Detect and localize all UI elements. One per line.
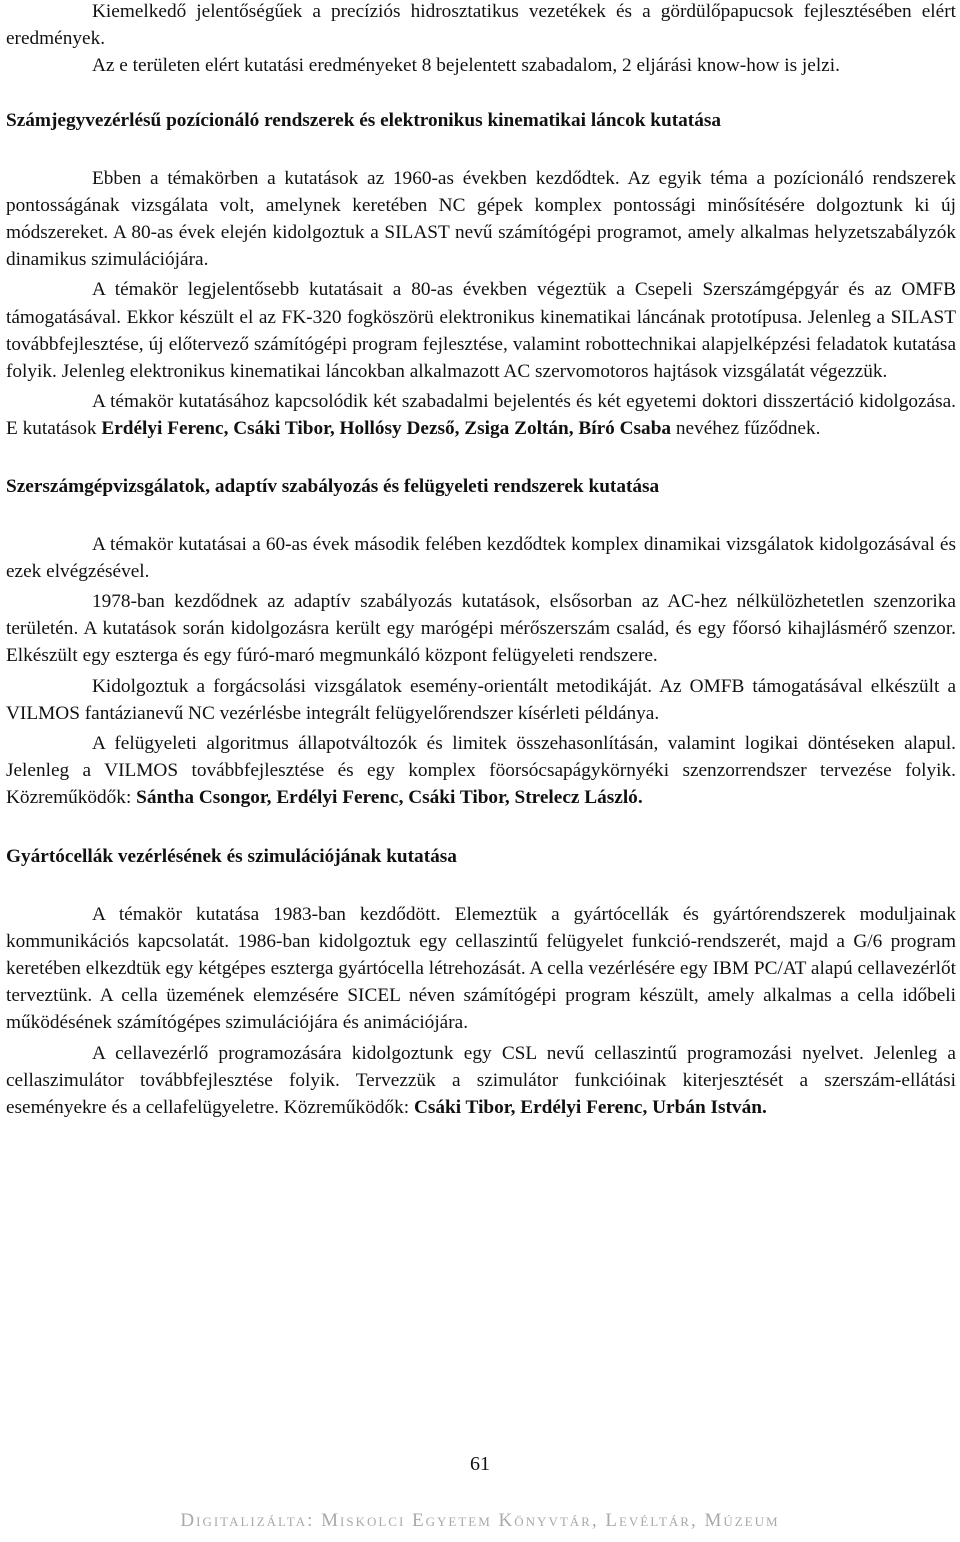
paragraph <box>6 276 956 385</box>
section-heading: Szerszámgépvizsgálatok, adaptív szabályozás és felügyeleti rendszerek kutatása <box>6 475 660 497</box>
page-number: 61 <box>470 1453 490 1475</box>
paragraph <box>6 0 956 52</box>
paragraph-text: A felügyeleti algoritmus állapotváltozók és limitek összehasonlításán, valamint logikai döntéseken alapul. Jelenleg a VILMOS továbbfejlesztése és egy komplex föorsócsapágykörnyéki szenzorrendszer tervezése folyik. Közreműködők: <box>6 733 956 809</box>
paragraph-text: A témakör kutatásához kapcsolódik két szabadalmi bejelentés és két egyetemi doktori disszertáció kidolgozása. E kutatások <box>6 391 956 440</box>
section-heading: Számjegyvezérlésű pozícionáló rendszerek és elektronikus kinematikai láncok kutatása <box>6 109 721 131</box>
paragraph <box>6 388 956 442</box>
paragraph-text: Kiemelkedő jelentőségűek a precíziós hidrosztatikus vezetékek és a gördülőpapucsok fejlesztésében elért eredmények. <box>6 1 956 50</box>
paragraph <box>6 901 956 1037</box>
author-names: Erdélyi Ferenc, Csáki Tibor, Hollósy Dezső, Zsiga Zoltán, Bíró Csaba <box>101 418 672 440</box>
paragraph <box>6 1040 956 1122</box>
paragraph <box>6 673 956 727</box>
paragraph-text: A témakör kutatásai a 60-as évek második felében kezdődtek komplex dinamikai vizsgálatok kidolgozásával és ezek elvégzésével. <box>6 533 956 582</box>
paragraph-text: Az e területen elért kutatási eredményeket 8 bejelentett szabadalom, 2 eljárási know-how is jelzi. <box>92 55 840 77</box>
paragraph <box>6 730 956 812</box>
paragraph <box>6 165 956 274</box>
paragraph-text: Kidolgoztuk a forgácsolási vizsgálatok esemény-orientált metodikáját. Az OMFB támogatásával elkészült a VILMOS fantázianevű NC vezérlésbe integrált felügyelőrendszer kísérleti példánya. <box>6 675 956 724</box>
paragraph <box>6 52 956 79</box>
section-heading: Gyártócellák vezérlésének és szimulációjának kutatása <box>6 845 457 867</box>
paragraph <box>6 588 956 670</box>
paragraph-text: Ebben a témakörben a kutatások az 1960-as években kezdődtek. Az egyik téma a pozícionáló rendszerek pontosságának vizsgálata volt, amelynek keretében NC gépek komplex pontossági minősítésére dolgoztunk ki új módszereket. A 80-as évek elején kidolgoztuk a SILAST nevű számítógépi programot, amely alkalmas helyzetszabályzók dinamikus szimulációjára. <box>6 167 956 271</box>
paragraph-text: A témakör kutatása 1983-ban kezdődött. Elemeztük a gyártócellák és gyártórendszerek moduljainak kommunikációs kapcsolatát. 1986-ban kidolgoztuk egy cellaszintű felügyelet funkció-rendszerét, majd a G/6 program keretében elkezdtük egy kétgépes eszterga gyártócella létrehozását. A cella vezérlésére egy IBM PC/AT alapú cellavezérlőt terveztünk. A cella üzemének elemzésére SICEL néven számítógépi program készült, amely alkalmas a cella időbeli működésének számítógépes szimulációjára és animációjára. <box>6 903 956 1034</box>
paragraph <box>6 531 956 585</box>
paragraph-text: A témakör legjelentősebb kutatásait a 80-as években végeztük a Csepeli Szerszámgépgyár és az OMFB támogatásával. Ekkor készült el az FK-320 fogköszörü elektronikus kinematikai láncának prototípusa. Jelenleg a SILAST továbbfejlesztése, új előtervező számítógépi program fejlesztése, valamint robottechnikai alapjelképzési feladatok kutatása folyik. Jelenleg elektronikus kinematikai láncokban alkalmazott AC szervomotoros hajtások vizsgálatát végezzük. <box>6 279 956 383</box>
paragraph-text: nevéhez fűződnek. <box>671 418 821 440</box>
paragraph-text: A cellavezérlő programozására kidolgoztunk egy CSL nevű cellaszintű programozási nyelvet. Jelenleg a cellaszimulátor továbbfejlesztése folyik. Tervezzük a szimulátor funkcióinak kiterjesztését a szerszám-ellátási eseményekre és a cellafelügyeletre. Közreműködők: <box>6 1042 956 1119</box>
digitization-footer: Digitalizálta: Miskolci Egyetem Könyvtár, Levéltár, Múzeum <box>180 1510 780 1531</box>
author-names: Csáki Tibor, Erdélyi Ferenc, Urbán István. <box>413 1097 767 1119</box>
author-names: Sántha Csongor, Erdélyi Ferenc, Csáki Tibor, Strelecz László. <box>136 787 643 809</box>
paragraph-text: 1978-ban kezdődnek az adaptív szabályozás kutatások, elsősorban az AC-hez nélkülözhetetlen szenzorika területén. A kutatások során kidolgozásra került egy marógépi mérőszerszám család, és egy főorsó kihajlásmérő szenzor. Elkészült egy eszterga és egy fúró-maró megmunkáló központ felügyeleti rendszere. <box>6 591 956 667</box>
